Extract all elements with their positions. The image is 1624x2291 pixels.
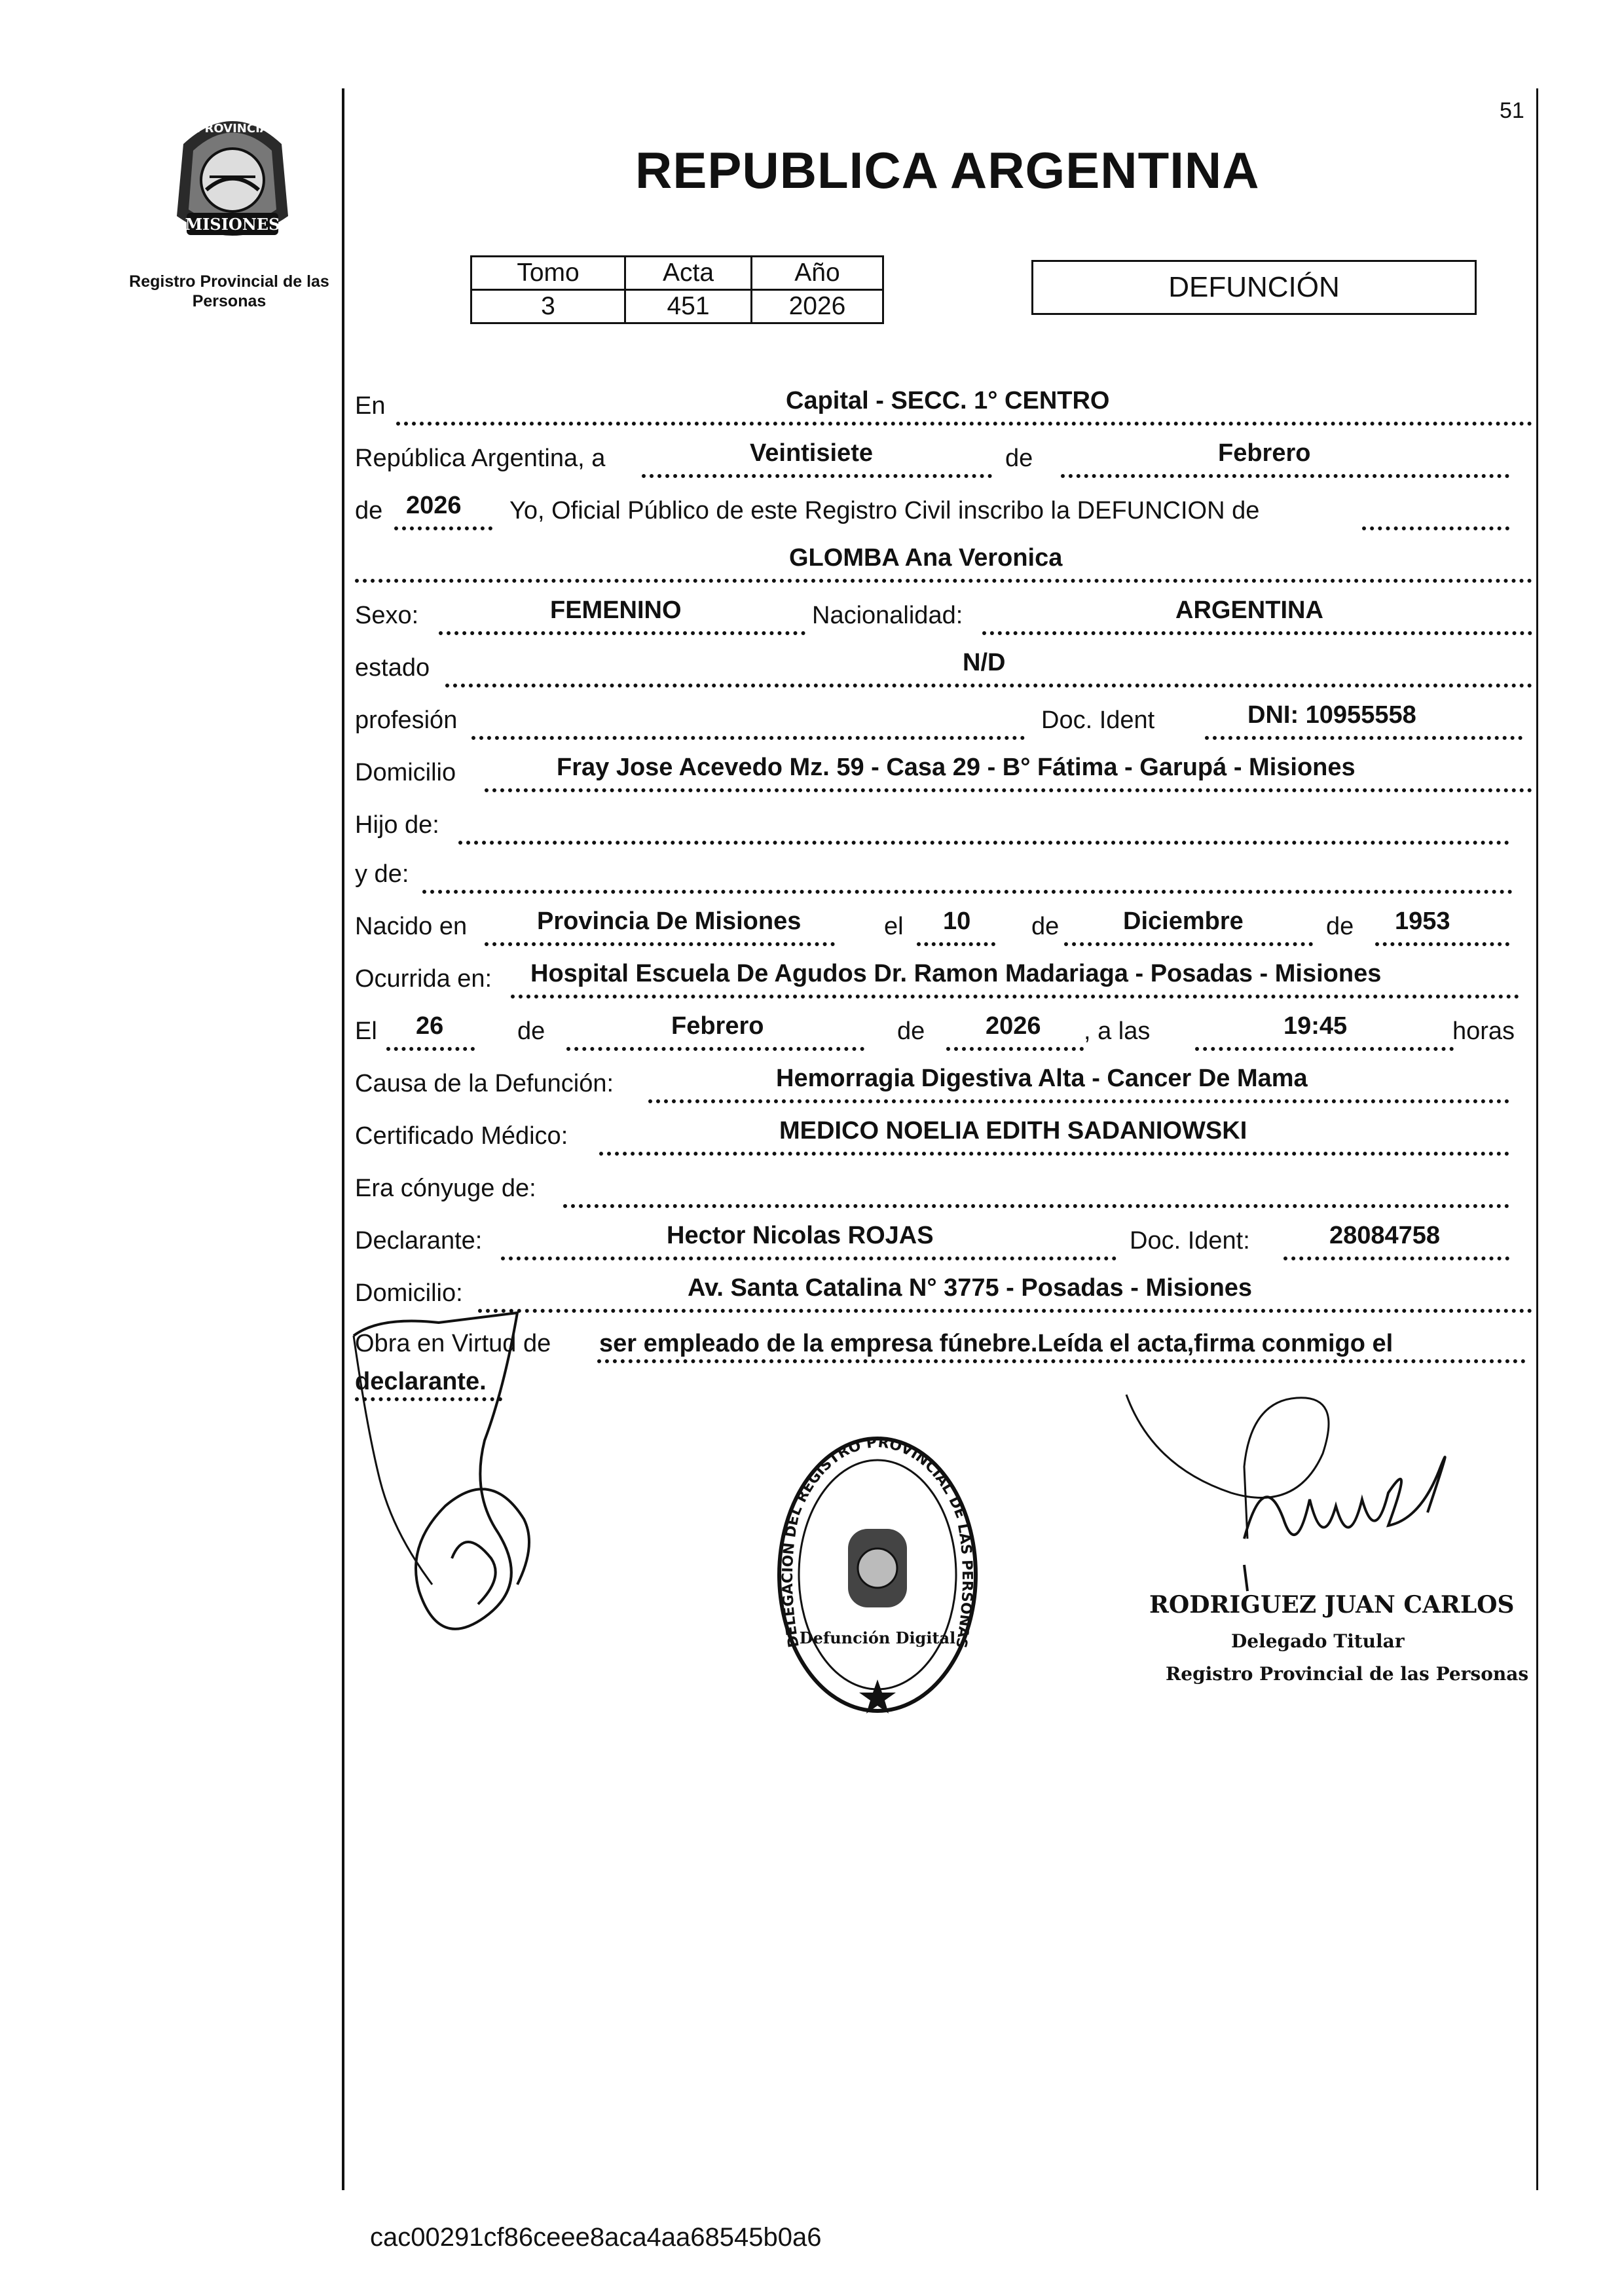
official-organization: Registro Provincial de las Personas <box>1166 1663 1529 1685</box>
anio-header: Año <box>752 257 883 290</box>
anio-value: 2026 <box>406 492 462 519</box>
declarante-signature-icon <box>341 1310 576 1676</box>
row-conyuge <box>354 1169 1532 1208</box>
row-y-de <box>354 854 1532 894</box>
ocurrida-label: Ocurrida en: <box>355 965 492 993</box>
causa-value: Hemorragia Digestiva Alta - Cancer De Mama <box>776 1065 1308 1092</box>
mes-line <box>1061 474 1509 478</box>
ocurrida-line <box>511 995 1519 999</box>
row-declarante <box>354 1221 1532 1260</box>
nac-dia-line <box>917 942 995 946</box>
nac-de1-label: de <box>1031 913 1060 940</box>
stamp-outer-text: DELEGACION DEL REGISTRO PROVINCIAL DE LAS PERSONAS <box>779 1434 976 1650</box>
hijo-de-line <box>458 841 1509 845</box>
causa-label: Causa de la Defunción: <box>355 1070 614 1097</box>
certificado-label: Certificado Médico: <box>355 1122 568 1150</box>
doc-line <box>1205 736 1522 740</box>
official-stamp-icon <box>773 1431 982 1719</box>
hijo-de-label: Hijo de: <box>355 811 439 839</box>
def-de1-label: de <box>517 1017 545 1045</box>
page-number: 51 <box>1500 98 1524 123</box>
horas-label: horas <box>1452 1017 1515 1045</box>
sexo-line <box>439 631 805 635</box>
right-margin-line <box>1536 88 1538 2190</box>
doc-label: Doc. Ident <box>1041 706 1155 734</box>
row-sexo-nacionalidad <box>354 596 1532 635</box>
nacionalidad-label: Nacionalidad: <box>812 602 963 629</box>
dia-texto-value: Veintisiete <box>750 439 873 467</box>
el2-label: El <box>355 1017 377 1045</box>
document-type-box: DEFUNCIÓN <box>1031 260 1477 315</box>
y-de-line <box>422 890 1513 894</box>
def-anio-line <box>946 1047 1084 1051</box>
row-ocurrida <box>354 959 1532 999</box>
domicilio-line <box>485 788 1532 792</box>
row-domicilio <box>354 753 1532 792</box>
row-profesion-doc <box>354 701 1532 740</box>
row-lugar <box>354 386 1532 426</box>
estado-line <box>445 684 1532 687</box>
anio-value: 2026 <box>752 290 883 323</box>
decl-domicilio-value: Av. Santa Catalina N° 3775 - Posadas - Misiones <box>688 1274 1253 1302</box>
decl-domicilio-label: Domicilio: <box>355 1279 463 1307</box>
decl-doc-line <box>1283 1256 1509 1260</box>
dia-line <box>642 474 992 478</box>
declarante-value: Hector Nicolas ROJAS <box>667 1222 934 1249</box>
ocurrida-value: Hospital Escuela De Agudos Dr. Ramon Madariaga - Posadas - Misiones <box>530 960 1382 987</box>
acta-header: Acta <box>625 257 752 290</box>
registry-table <box>470 255 884 324</box>
decl-domicilio-line <box>478 1309 1532 1313</box>
tomo-header: Tomo <box>471 257 625 290</box>
y-de-label: y de: <box>355 860 409 888</box>
nac-anio-line <box>1375 942 1509 946</box>
row-nacimiento <box>354 907 1532 946</box>
inscribo-text: Yo, Oficial Público de este Registro Civil inscribo la DEFUNCION de <box>509 497 1260 524</box>
de-label: de <box>1005 445 1033 472</box>
mes-texto-value: Febrero <box>1218 439 1311 467</box>
declarante-line <box>501 1256 1116 1260</box>
el-label: el <box>884 913 904 940</box>
nacionalidad-line <box>982 631 1532 635</box>
row-hijo-de <box>354 805 1532 845</box>
declarante-label: Declarante: <box>355 1227 483 1255</box>
inscribo-line <box>1362 526 1509 530</box>
row-certificado <box>354 1116 1532 1156</box>
nacionalidad-value: ARGENTINA <box>1175 596 1323 624</box>
sexo-value: FEMENINO <box>550 596 682 624</box>
row-decl-domicilio <box>354 1274 1532 1313</box>
certificado-value: MEDICO NOELIA EDITH SADANIOWSKI <box>779 1117 1247 1145</box>
nacido-lugar-value: Provincia De Misiones <box>537 907 802 935</box>
row-estado <box>354 648 1532 687</box>
nac-anio-value: 1953 <box>1395 907 1450 935</box>
def-dia-line <box>386 1047 475 1051</box>
nac-dia-value: 10 <box>943 907 971 935</box>
logo-arc-text: PROVINCIA <box>196 122 269 136</box>
page-title: REPUBLICA ARGENTINA <box>635 141 1260 199</box>
nacido-label: Nacido en <box>355 913 468 940</box>
obra-label: Obra en Virtud de <box>355 1330 551 1357</box>
row-fecha-inscripcion <box>354 439 1532 478</box>
obra-text: ser empleado de la empresa fúnebre.Leída el acta,firma conmigo el <box>599 1330 1393 1357</box>
acta-value: 451 <box>625 290 752 323</box>
def-mes-line <box>566 1047 864 1051</box>
nac-mes-line <box>1064 942 1313 946</box>
anio-line <box>394 526 492 530</box>
domicilio-label: Domicilio <box>355 759 456 786</box>
decl-doc-label: Doc. Ident: <box>1130 1227 1250 1255</box>
anio-prefix-label: de <box>355 497 383 524</box>
def-mes-value: Febrero <box>671 1012 764 1040</box>
conyuge-line <box>563 1204 1509 1208</box>
def-dia-value: 26 <box>416 1012 444 1040</box>
def-hora-line <box>1195 1047 1454 1051</box>
alas-label: , a las <box>1084 1017 1151 1045</box>
sexo-label: Sexo: <box>355 602 419 629</box>
row-causa <box>354 1064 1532 1103</box>
def-anio-value: 2026 <box>986 1012 1041 1040</box>
obra-text-2: declarante. <box>355 1368 487 1395</box>
profesion-line <box>471 736 1025 740</box>
domicilio-value: Fray Jose Acevedo Mz. 59 - Casa 29 - B° Fátima - Garupá - Misiones <box>557 754 1356 781</box>
estado-label: estado <box>355 654 430 682</box>
estado-value: N/D <box>963 649 1006 676</box>
en-label: En <box>355 392 386 420</box>
lugar-value: Capital - SECC. 1° CENTRO <box>786 387 1110 414</box>
lugar-line <box>396 422 1532 426</box>
official-title: Delegado Titular <box>1231 1630 1405 1652</box>
def-hora-value: 19:45 <box>1283 1012 1348 1040</box>
nombre-line <box>355 579 1532 583</box>
certificado-line <box>599 1152 1509 1156</box>
nacido-lugar-line <box>485 942 835 946</box>
decl-doc-value: 28084758 <box>1329 1222 1441 1249</box>
misiones-coat-of-arms-icon <box>157 105 308 255</box>
document-hash: cac00291cf86ceee8aca4aa68545b0a6 <box>370 2223 822 2252</box>
nac-mes-value: Diciembre <box>1123 907 1244 935</box>
row-anio-inscribo <box>354 491 1532 530</box>
republica-label: República Argentina, a <box>355 445 606 472</box>
tomo-value: 3 <box>471 290 625 323</box>
def-de2-label: de <box>897 1017 925 1045</box>
logo-banner-text: MISIONES <box>185 215 280 234</box>
row-fecha-defuncion <box>354 1012 1532 1051</box>
conyuge-label: Era cónyuge de: <box>355 1175 536 1202</box>
doc-value: DNI: 10955558 <box>1247 701 1416 729</box>
profesion-label: profesión <box>355 706 458 734</box>
registro-provincial-label: Registro Provincial de las Personas <box>129 272 329 310</box>
nombre-value: GLOMBA Ana Veronica <box>789 544 1063 572</box>
official-name: RODRIGUEZ JUAN CARLOS <box>1149 1591 1515 1619</box>
nac-de2-label: de <box>1326 913 1354 940</box>
causa-line <box>648 1099 1509 1103</box>
stamp-inner-text: Defunción Digital <box>799 1628 956 1647</box>
row-nombre <box>354 543 1532 583</box>
left-margin-line <box>342 88 344 2190</box>
